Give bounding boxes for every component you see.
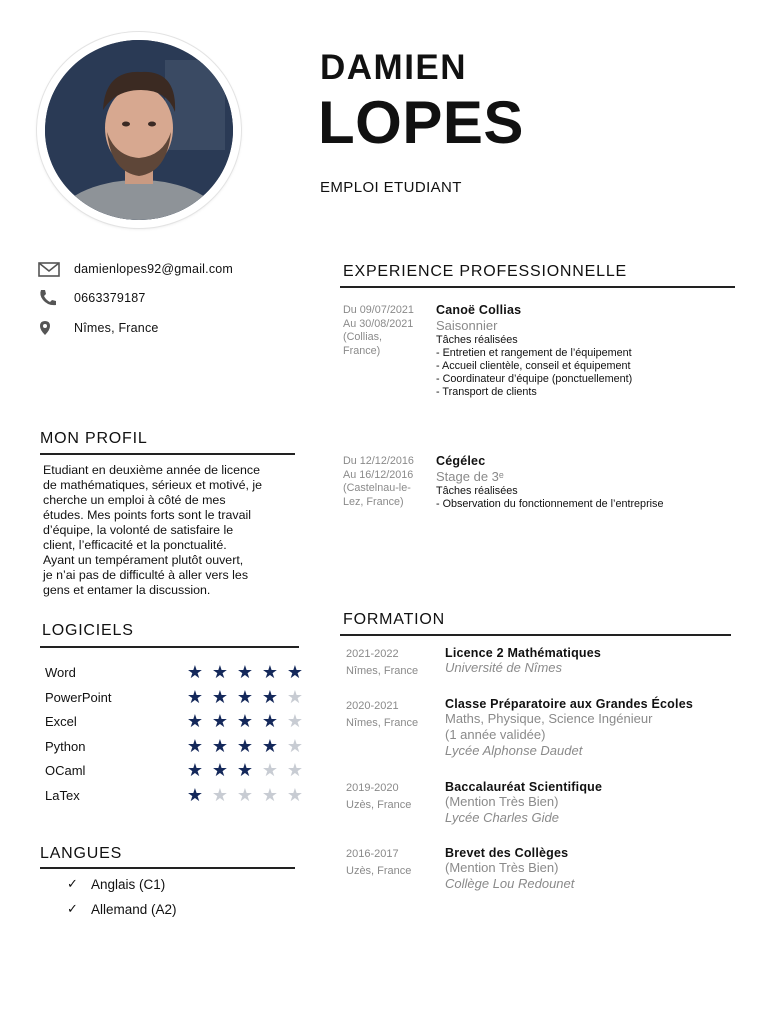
languages-divider (40, 867, 295, 869)
languages-title: LANGUES (40, 845, 123, 862)
star-filled-icon: ★ (186, 711, 204, 731)
software-row (45, 735, 305, 757)
edu-years: 2016-2017 (346, 848, 399, 860)
job-date-line: Du 09/07/2021 (343, 304, 414, 316)
star-empty-icon: ★ (236, 785, 254, 805)
job-entry (436, 303, 736, 399)
software-name: Python (45, 738, 86, 754)
star-filled-icon: ★ (186, 687, 204, 707)
profile-line: gens et entamer la discussion. (43, 583, 211, 597)
edu-detail: Lycée Alphonse Daudet (445, 743, 583, 758)
job-date-line: (Castelnau-le- (343, 482, 411, 494)
location-pin-icon (38, 319, 62, 337)
edu-meta (346, 700, 441, 729)
edu-meta (346, 848, 441, 877)
job-date-line: Au 30/08/2021 (343, 317, 414, 330)
edu-years: 2019-2020 (346, 782, 399, 794)
edu-degree: Brevet des Collèges (445, 846, 569, 860)
profile-photo (45, 40, 233, 220)
language-item (67, 899, 287, 919)
software-name: LaTex (45, 787, 80, 803)
software-name: Word (45, 664, 76, 680)
edu-place: Nîmes, France (346, 717, 419, 729)
contact-email[interactable]: damienlopes92@gmail.com (74, 262, 234, 276)
job-task: - Transport de clients (436, 386, 537, 398)
job-task: - Coordinateur d’équipe (ponctuellement) (436, 373, 633, 385)
edu-detail: Université de Nîmes (445, 660, 563, 675)
edu-detail: (1 année validée) (445, 727, 546, 742)
last-name: LOPES (318, 89, 524, 156)
job-date-line: France) (343, 344, 381, 357)
edu-place: Uzès, France (346, 865, 412, 877)
software-row (45, 784, 305, 806)
star-filled-icon: ★ (211, 687, 229, 707)
star-empty-icon: ★ (286, 785, 304, 805)
checkmark-icon: ✓ (67, 876, 78, 891)
star-empty-icon: ★ (286, 687, 304, 707)
first-name: DAMIEN (320, 48, 468, 87)
language-name: Anglais (C1) (91, 876, 166, 892)
education-title: FORMATION (343, 611, 446, 628)
job-date-line: (Collias, (343, 331, 382, 343)
edu-detail: (Mention Très Bien) (445, 860, 559, 875)
star-empty-icon: ★ (286, 711, 304, 731)
software-name: Excel (45, 713, 77, 729)
job-entry (436, 454, 736, 511)
software-row (45, 686, 305, 708)
envelope-icon (38, 260, 62, 278)
job-tasks-label: Tâches réalisées (436, 485, 518, 497)
phone-icon (38, 289, 62, 307)
profile-line: d’équipe, la volonté de satisfaire le (43, 523, 234, 537)
star-empty-icon: ★ (286, 736, 304, 756)
star-empty-icon: ★ (211, 785, 229, 805)
job-dates (343, 304, 433, 358)
star-filled-icon: ★ (211, 711, 229, 731)
edu-degree: Baccalauréat Scientifique (445, 780, 603, 794)
contact-email-row (38, 259, 298, 279)
profile-title: MON PROFIL (40, 430, 148, 447)
star-filled-icon: ★ (261, 687, 279, 707)
software-row (45, 661, 305, 683)
profile-line: Etudiant en deuxième année de licence (43, 463, 260, 477)
software-name: OCaml (45, 762, 86, 778)
star-filled-icon: ★ (236, 687, 254, 707)
profile-divider (40, 453, 295, 455)
star-empty-icon: ★ (286, 760, 304, 780)
profile-line: client, l’efficacité et la ponctualité. (43, 538, 227, 552)
rating-stars (185, 662, 305, 682)
job-task: - Observation du fonctionnement de l’entreprise (436, 498, 664, 510)
star-filled-icon: ★ (211, 662, 229, 682)
star-filled-icon: ★ (261, 736, 279, 756)
star-filled-icon: ★ (186, 760, 204, 780)
profile-text (43, 463, 305, 598)
star-filled-icon: ★ (211, 760, 229, 780)
edu-entry (445, 846, 745, 892)
language-item (67, 874, 287, 894)
star-empty-icon: ★ (261, 785, 279, 805)
edu-entry (445, 646, 745, 676)
software-title: LOGICIELS (42, 622, 134, 639)
job-company: Cégélec (436, 454, 486, 468)
star-filled-icon: ★ (286, 662, 304, 682)
job-task: - Entretien et rangement de l’équipement (436, 347, 632, 359)
star-filled-icon: ★ (186, 785, 204, 805)
edu-meta (346, 648, 441, 677)
software-divider (40, 646, 299, 648)
edu-place: Uzès, France (346, 799, 412, 811)
star-empty-icon: ★ (261, 760, 279, 780)
edu-meta (346, 782, 441, 811)
edu-detail: (Mention Très Bien) (445, 794, 559, 809)
contact-location-row (38, 318, 298, 338)
job-title: EMPLOI ETUDIANT (320, 179, 462, 196)
star-filled-icon: ★ (261, 711, 279, 731)
education-divider (340, 634, 731, 636)
edu-detail: Maths, Physique, Science Ingénieur (445, 711, 653, 726)
job-role: Stage de 3ᵉ (436, 469, 504, 484)
job-task: - Accueil clientèle, conseil et équipement (436, 360, 631, 372)
job-company: Canoë Collias (436, 303, 522, 317)
edu-entry (445, 697, 745, 759)
edu-degree: Classe Préparatoire aux Grandes Écoles (445, 697, 693, 711)
star-filled-icon: ★ (236, 711, 254, 731)
job-date-line: Au 16/12/2016 (343, 468, 414, 481)
rating-stars (185, 687, 305, 707)
edu-years: 2020-2021 (346, 700, 399, 712)
star-filled-icon: ★ (186, 736, 204, 756)
profile-line: je n’ai pas de difficulté à aller vers les (43, 568, 249, 582)
star-filled-icon: ★ (186, 662, 204, 682)
checkmark-icon: ✓ (67, 901, 78, 916)
edu-years: 2021-2022 (346, 648, 399, 660)
job-role: Saisonnier (436, 318, 498, 333)
edu-detail: Collège Lou Redounet (445, 876, 575, 891)
rating-stars (185, 711, 305, 731)
profile-line: cherche un emploi à côté de mes (43, 493, 226, 507)
star-filled-icon: ★ (261, 662, 279, 682)
software-row (45, 759, 305, 781)
rating-stars (185, 736, 305, 756)
rating-stars (185, 785, 305, 805)
job-dates (343, 455, 433, 509)
profile-line: études. Mes points forts sont le travail (43, 508, 251, 522)
rating-stars (185, 760, 305, 780)
contact-phone[interactable]: 0663379187 (74, 291, 146, 305)
software-name: PowerPoint (45, 689, 112, 705)
job-tasks-label: Tâches réalisées (436, 334, 518, 346)
contact-location: Nîmes, France (74, 321, 159, 335)
edu-detail: Lycée Charles Gide (445, 810, 559, 825)
experience-divider (340, 286, 735, 288)
contact-phone-row (38, 288, 298, 308)
experience-title: EXPERIENCE PROFESSIONNELLE (343, 263, 627, 280)
star-filled-icon: ★ (236, 760, 254, 780)
profile-line: de mathématiques, sérieux et motivé, je (43, 478, 263, 492)
job-date-line: Du 12/12/2016 (343, 455, 414, 467)
star-filled-icon: ★ (211, 736, 229, 756)
edu-place: Nîmes, France (346, 665, 419, 677)
job-date-line: Lez, France) (343, 495, 404, 508)
edu-degree: Licence 2 Mathématiques (445, 646, 602, 660)
profile-line: Ayant un tempérament plutôt ouvert, (43, 553, 244, 567)
software-row (45, 710, 305, 732)
language-name: Allemand (A2) (91, 901, 177, 917)
star-filled-icon: ★ (236, 736, 254, 756)
star-filled-icon: ★ (236, 662, 254, 682)
edu-entry (445, 780, 745, 826)
